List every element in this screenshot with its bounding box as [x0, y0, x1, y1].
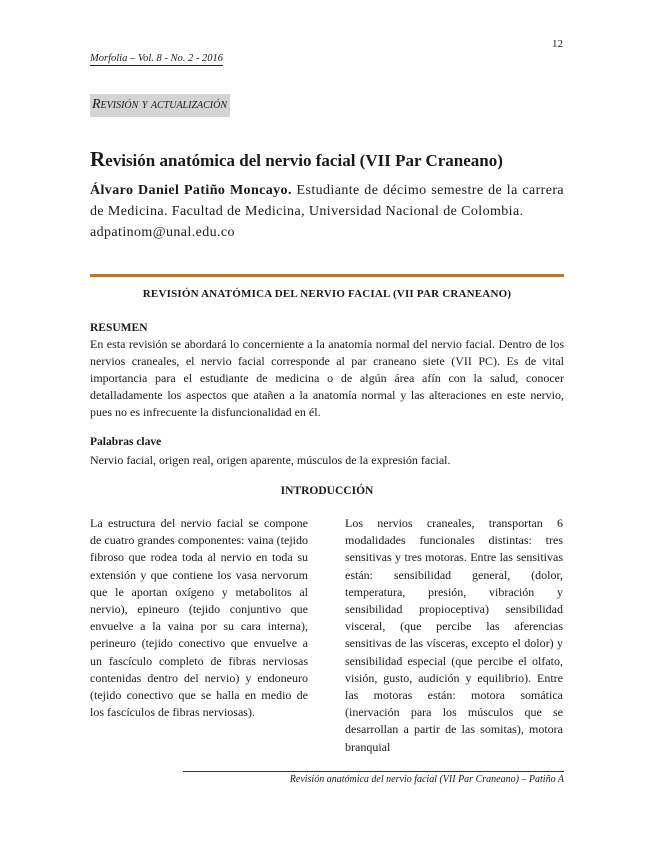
author-name: Álvaro Daniel Patiño Moncayo.	[90, 183, 292, 198]
author-email: adpatinom@unal.edu.co	[90, 225, 235, 240]
article-title	[90, 147, 503, 172]
footer-divider	[183, 771, 564, 772]
keywords-body: Nervio facial, origen real, origen aparente, músculos de la expresión facial.	[90, 453, 451, 467]
caps-title: REVISIÓN ANATÓMICA DEL NERVIO FACIAL (VII PAR CRANEANO)	[142, 288, 512, 300]
journal-reference: Morfolia – Vol. 8 - No. 2 - 2016	[90, 53, 223, 64]
author-block	[90, 180, 564, 243]
page-number: 12	[552, 38, 563, 50]
title-first-letter: R	[90, 147, 106, 171]
keywords-heading: Palabras clave	[90, 436, 162, 448]
section-label: Revisión y actualización	[90, 94, 230, 117]
introduccion-left-column: La estructura del nervio facial se compone de cuatro grandes componentes: vaina (tejido fibroso que rodea toda al nervio en toda su extensión y que contiene los vasa nervorum que le aportan oxígeno y metabolitos al nervio), epineuro (tejido conjuntivo que envuelve a la vaina por su cara interna), perineuro (tejido conectivo que envuelve a un fascículo completo de fibras nerviosas contenidas dentro del nervio) y endoneuro (tejido conectivo que se halla en medio de los fascículos de fibras nerviosas).	[90, 516, 308, 720]
introduccion-right-column: Los nervios craneales, transportan 6 modalidades funcionales distintas: tres sensitivas y tres motoras. Entre las sensitivas están: sensibilidad general, (dolor, temperatura, presión, vibración y sensibilidad propioceptiva) sensibilidad visceral, (que percibe las aferencias sensitivas de las vísceras, excepto el dolor) y sensibilidad especial (que percibe el olfato, visión, gusto, audición y equilibrio). Entre las motoras están: motora somática (inervación para los músculos que se desarrollan a partir de las somitas), motora branquial	[345, 516, 563, 754]
introduccion-heading: INTRODUCCIÓN	[280, 485, 374, 497]
resumen-body: En esta revisión se abordará lo concerniente a la anatomía normal del nervio facial. Dentro de los nervios craneales, el nervio facial corresponde al par craneano siete (VII PC). Es de vital importancia para el estudiante de medicina o de algún área afín con la salud, conocer detalladamente los aspectos que atañen a la anatomía normal y las alteraciones en este nervio, pues no es infrecuente la disfuncionalidad en él.	[90, 337, 564, 419]
author-affiliation: Estudiante de décimo semestre de la carrera de Medicina. Facultad de Medicina, Universidad Nacional de Colombia.	[90, 183, 564, 219]
title-rest: evisión anatómica del nervio facial (VII Par Craneano)	[105, 151, 503, 170]
accent-divider	[90, 274, 564, 277]
running-footer: Revisión anatómica del nervio facial (VII Par Craneano) – Patiño A	[289, 774, 564, 785]
resumen-heading: RESUMEN	[90, 322, 148, 334]
